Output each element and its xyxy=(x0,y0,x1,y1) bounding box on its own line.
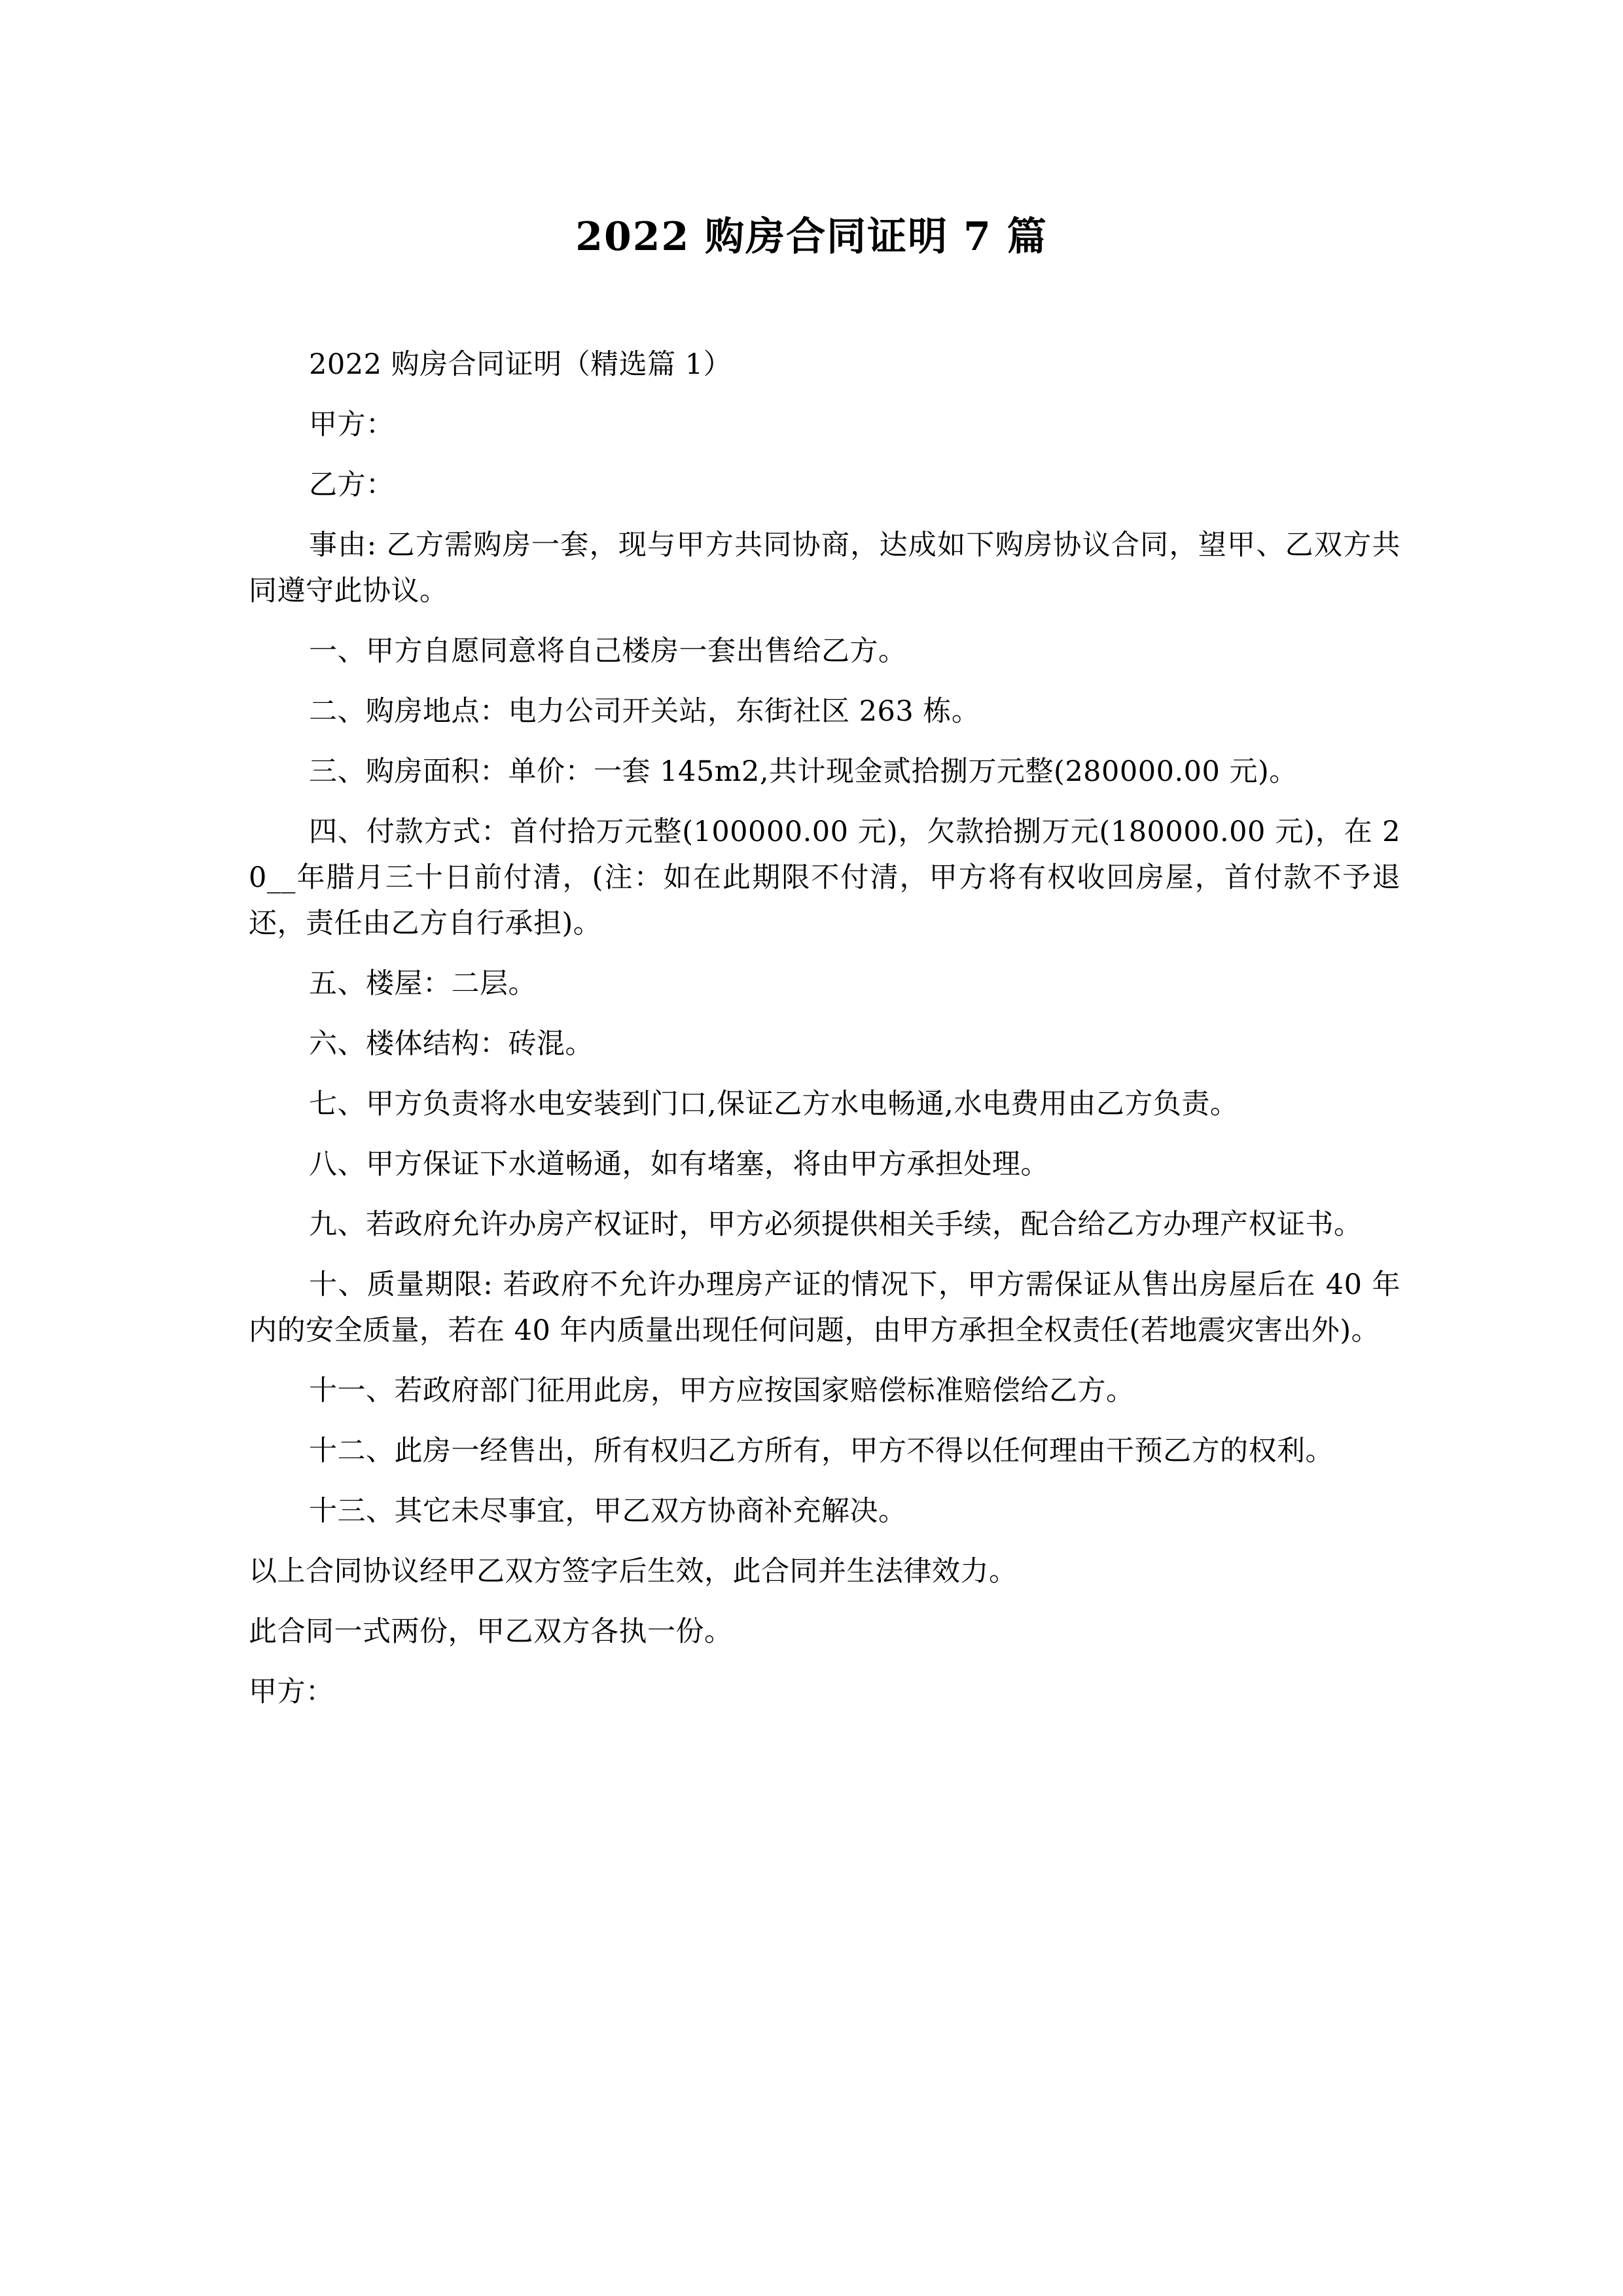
paragraph-section-heading: 2022 购房合同证明（精选篇 1） xyxy=(309,348,732,381)
page-title: 2022 购房合同证明 7 篇 xyxy=(575,214,1048,260)
paragraph-effect-statement: 以上合同协议经甲乙双方签字后生效，此合同并生法律效力。 xyxy=(249,1555,1018,1588)
paragraph-clause-13: 十三、其它未尽事宜，甲乙双方协商补充解决。 xyxy=(309,1495,907,1528)
paragraph-clause-3: 三、购房面积：单价：一套 145m2,共计现金贰拾捌万元整(280000.00 元)。 xyxy=(309,755,1298,788)
paragraph-clause-5: 五、楼屋：二层。 xyxy=(309,967,537,1000)
paragraph-clause-12: 十二、此房一经售出，所有权归乙方所有，甲方不得以任何理由干预乙方的权利。 xyxy=(309,1435,1334,1467)
paragraph-clause-1: 一、甲方自愿同意将自己楼房一套出售给乙方。 xyxy=(309,635,907,668)
paragraph-purpose: 事由: 乙方需购房一套，现与甲方共同协商，达成如下购房协议合同，望甲、乙双方共同遵守此协议。 xyxy=(249,529,1400,607)
paragraph-clause-9: 九、若政府允许办房产权证时，甲方必须提供相关手续，配合给乙方办理产权证书。 xyxy=(309,1208,1363,1241)
paragraph-clause-6: 六、楼体结构：砖混。 xyxy=(309,1028,594,1060)
paragraph-clause-11: 十一、若政府部门征用此房，甲方应按国家赔偿标准赔偿给乙方。 xyxy=(309,1374,1135,1407)
paragraph-clause-4: 四、付款方式：首付拾万元整(100000.00 元)，欠款拾捌万元(180000.00 元)，在 20__年腊月三十日前付清，(注：如在此期限不付清，甲方将有权收回房屋，首付款不予退还，责任由乙方自行承担)。 xyxy=(249,816,1400,940)
paragraph-clause-10: 十、质量期限: 若政府不允许办理房产证的情况下，甲方需保证从售出房屋后在 40 年内的安全质量，若在 40 年内质量出现任何问题，由甲方承担全权责任(若地震灾害出外)。 xyxy=(249,1268,1400,1347)
paragraph-signature-party-a: 甲方： xyxy=(249,1676,334,1708)
paragraph-clause-8: 八、甲方保证下水道畅通，如有堵塞，将由甲方承担处理。 xyxy=(309,1148,1049,1181)
paragraph-party-b-label: 乙方： xyxy=(309,469,395,501)
paragraph-copies-statement: 此合同一式两份，甲乙双方各执一份。 xyxy=(249,1615,733,1648)
document-body xyxy=(249,342,1400,1729)
paragraph-clause-7: 七、甲方负责将水电安装到门口,保证乙方水电畅通,水电费用由乙方负责。 xyxy=(309,1088,1239,1121)
paragraph-party-a-label: 甲方： xyxy=(309,408,395,441)
paragraph-clause-2: 二、购房地点：电力公司开关站，东街社区 263 栋。 xyxy=(309,695,980,728)
